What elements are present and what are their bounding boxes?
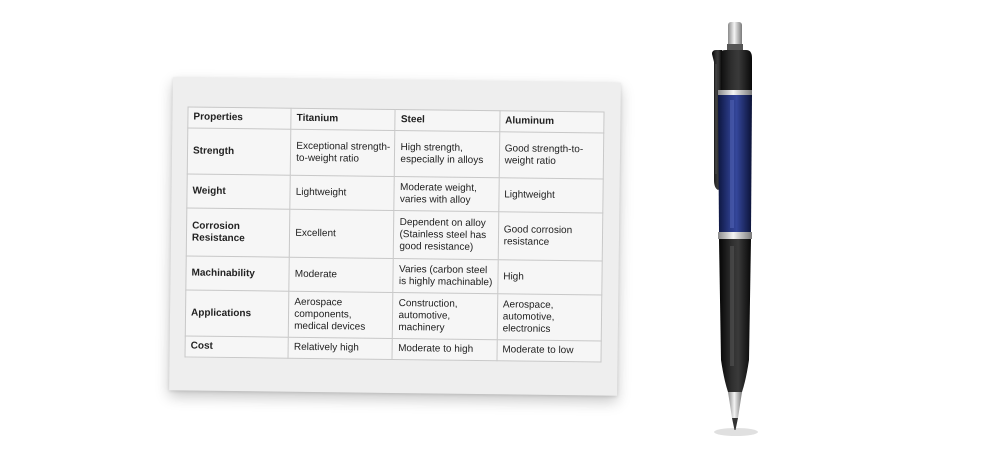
header-properties: Properties [188, 107, 291, 129]
cell-steel: High strength, especially in alloys [395, 130, 500, 177]
cell-aluminum: Good strength-to-weight ratio [499, 132, 604, 179]
table-row [186, 208, 603, 261]
paper-card [169, 77, 621, 395]
ballpoint-pen-icon [694, 20, 774, 440]
cell-steel: Dependent on alloy (Stainless steel has good resistance) [394, 210, 499, 259]
cell-aluminum: Aerospace, automotive, electronics [497, 294, 602, 341]
cell-steel: Moderate weight, varies with alloy [394, 176, 499, 211]
cell-steel: Moderate to high [392, 338, 496, 360]
row-property-weight: Weight [187, 174, 291, 209]
cell-titanium: Relatively high [288, 337, 392, 359]
cell-steel: Construction, automotive, machinery [393, 292, 498, 339]
cell-titanium: Excellent [289, 209, 394, 258]
cell-titanium: Aerospace components, medical devices [288, 291, 393, 338]
cell-aluminum: Good corrosion resistance [498, 212, 603, 261]
cell-aluminum: Moderate to low [497, 340, 602, 362]
material-properties-table [185, 106, 605, 362]
table-row [186, 256, 602, 295]
row-property-applications: Applications [185, 290, 289, 337]
cell-titanium: Moderate [289, 257, 394, 292]
row-property-machinability: Machinability [186, 256, 290, 291]
header-titanium: Titanium [291, 108, 395, 130]
table-row [185, 336, 601, 362]
row-property-corrosion: Corrosion Resistance [186, 208, 290, 257]
cell-titanium: Exceptional strength-to-weight ratio [290, 129, 395, 176]
table-row [187, 174, 603, 213]
row-property-strength: Strength [187, 128, 291, 175]
header-aluminum: Aluminum [500, 111, 605, 133]
cell-titanium: Lightweight [290, 175, 395, 210]
cell-steel: Varies (carbon steel is highly machinable) [393, 258, 498, 293]
row-property-cost: Cost [185, 336, 288, 358]
table-row [185, 290, 602, 341]
cell-aluminum: High [498, 260, 603, 295]
header-steel: Steel [395, 109, 499, 131]
cell-aluminum: Lightweight [499, 178, 604, 213]
table-row [187, 128, 604, 179]
